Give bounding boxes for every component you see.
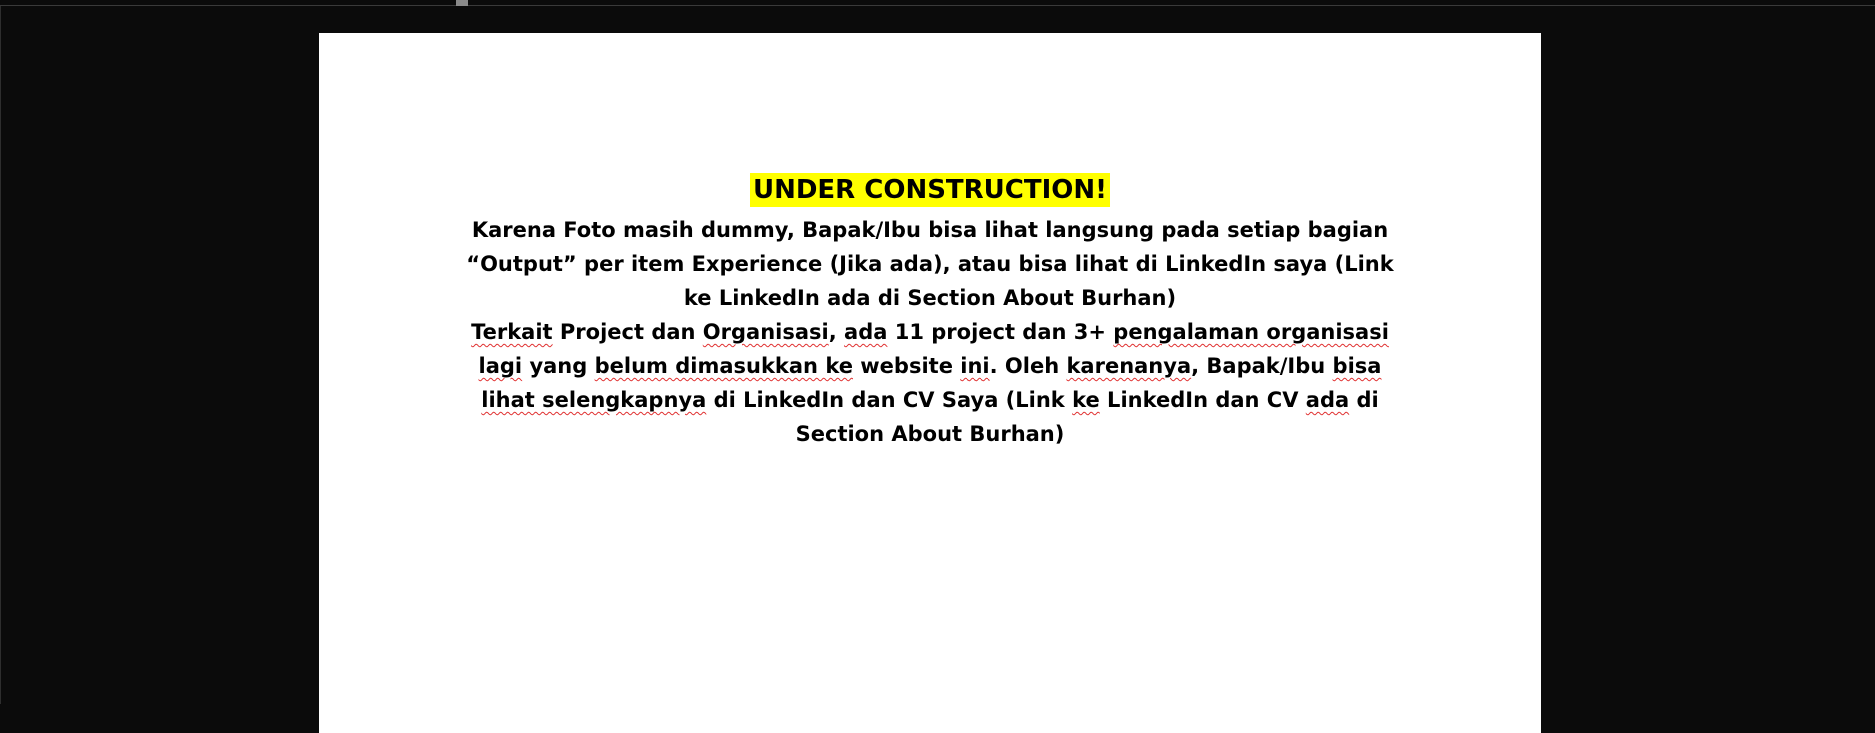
notice-paragraph-projects [450, 315, 1410, 451]
document-page[interactable] [319, 33, 1541, 733]
text-run: , Bapak/Ibu [1191, 354, 1333, 378]
text-run: bisa lihat selengkapnya [481, 354, 1382, 412]
notice-block [319, 173, 1541, 451]
text-run: ada [1305, 388, 1350, 412]
window-left-edge [0, 6, 1, 704]
text-run: website [852, 354, 961, 378]
top-ruler-bar [0, 0, 1875, 6]
text-run: di Section About Burhan) [795, 388, 1379, 446]
notice-paragraph-photo: Karena Foto masih dummy, Bapak/Ibu bisa lihat langsung pada setiap bagian “Output” per item Experience (Jika ada), atau bisa lihat di LinkedIn saya (Link ke LinkedIn ada di Section About Burhan) [466, 218, 1394, 310]
text-run: Terkait [471, 320, 553, 344]
text-run: yang [522, 354, 595, 378]
text-run: di LinkedIn dan CV Saya (Link [706, 388, 1073, 412]
text-run: belum dimasukkan ke [594, 354, 853, 378]
text-run: karenanya [1066, 354, 1192, 378]
ruler-indent-marker[interactable] [456, 0, 468, 6]
text-run: LinkedIn dan CV [1099, 388, 1306, 412]
text-run: ke [1072, 388, 1100, 412]
text-run: Project dan [552, 320, 703, 344]
text-run: ada [844, 320, 888, 344]
text-run: 11 project dan 3+ [887, 320, 1114, 344]
text-run: . Oleh [989, 354, 1067, 378]
text-run: Organisasi [702, 320, 829, 344]
text-run: pengalaman organisasi lagi [478, 320, 1389, 378]
text-run: ini [960, 354, 990, 378]
under-construction-heading: UNDER CONSTRUCTION! [750, 173, 1110, 207]
text-run: , [828, 320, 845, 344]
